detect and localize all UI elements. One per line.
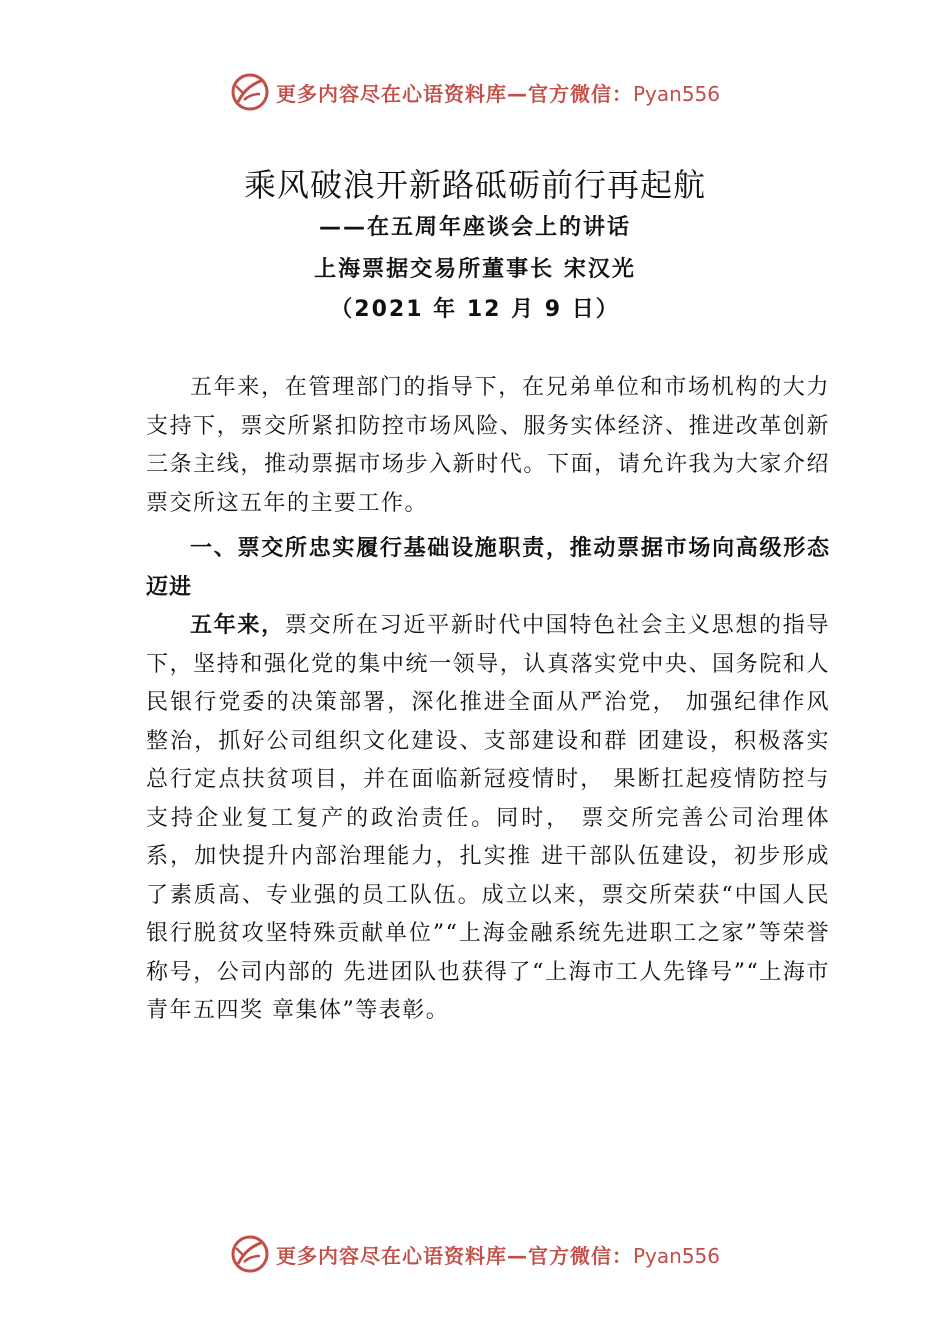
speech-date: （2021 年 12 月 9 日） [330,297,620,322]
footer-watermark-banner [0,1232,950,1276]
brand-logo-icon [230,72,270,112]
header-watermark-banner [0,70,950,114]
body-paragraph [146,607,830,1031]
brand-logo-icon [230,1234,270,1274]
paragraph-body: 票交所在习近平新时代中国特色社会主义思想的指导下，坚持和强化党的集中统一领导，认真落实党中央、国务院和人民银行党委的决策部署，深化推进全面从严治党， 加强纪律作风整治，抓好公司组织文化建设、支部建设和群 团建设，积极落实总行定点扶贫项目，并在面临新冠疫情时， 果断扛起疫情防控与支持企业复工复产的政治责任。同时， 票交所完善公司治理体系，加快提升内部治理能力，扎实推 进干部队伍建设，初步形成了素质高、专业强的员工队伍。成立以来，票交所荣获“中国人民银行脱贫攻坚特殊贡献单位”“上海金融系统先进职工之家”等荣誉称号，公司内部的 先进团队也获得了“上海市工人先锋号”“上海市青年五四奖 章集体”等表彰。 [146,613,830,1023]
watermark-text: 更多内容尽在心语资料库—官方微信：Pyan556 [275,81,720,106]
document-title: 乘风破浪开新路砥砺前行再起航 [243,166,706,204]
section-heading: 一、票交所忠实履行基础设施职责，推动票据市场向高级形态迈进 [146,536,830,600]
document-subtitle: ——在五周年座谈会上的讲话 [318,215,631,240]
paragraph-lead: 五年来， [190,613,285,638]
watermark-text: 更多内容尽在心语资料库—官方微信：Pyan556 [275,1243,720,1268]
speaker-line: 上海票据交易所董事长 宋汉光 [314,257,636,282]
intro-paragraph: 五年来，在管理部门的指导下，在兄弟单位和市场机构的大力支持下，票交所紧扣防控市场风险、服务实体经济、推进改革创新三条主线，推动票据市场步入新时代。下面，请允许我为大家介绍票交所这五年的主要工作。 [146,375,830,516]
